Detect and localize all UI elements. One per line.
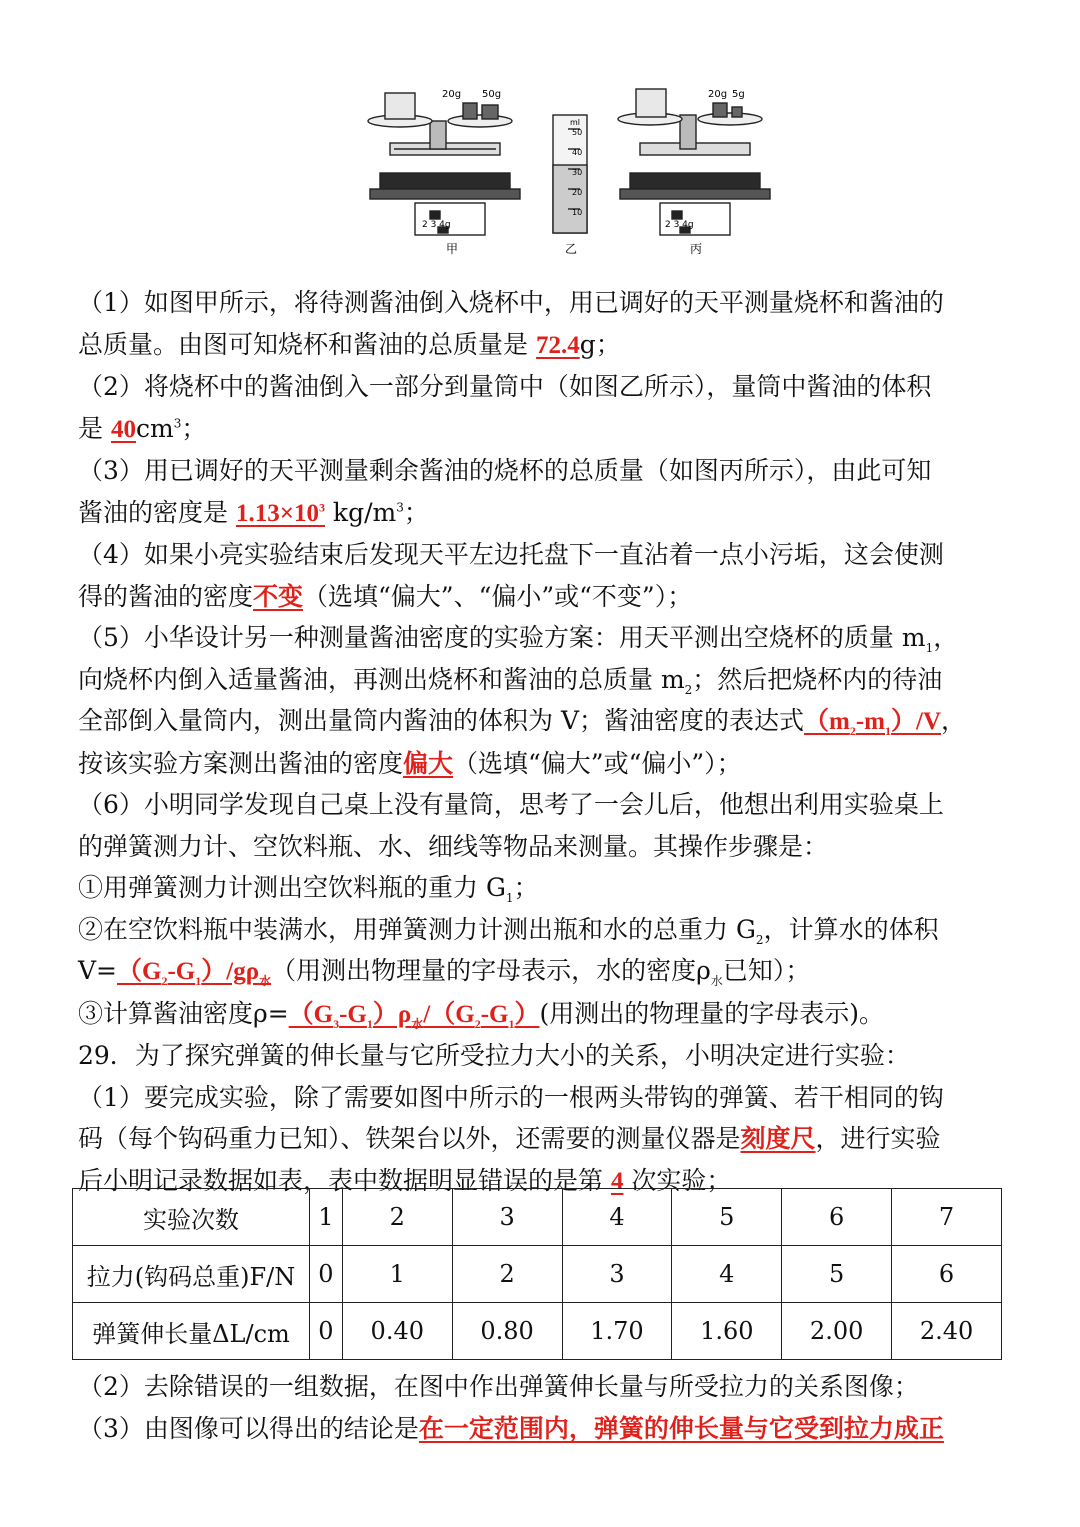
q4-answer: 不变	[253, 581, 304, 611]
table-cell: 0	[310, 1246, 343, 1303]
q4-line1: （4）如果小亮实验结束后发现天平左边托盘下一直沾着一点小污垢，这会使测	[78, 540, 944, 569]
q6-step2-text: ②在空饮料瓶中装满水，用弹簧测力计测出瓶和水的总重力 G	[78, 914, 756, 944]
q6-step1-text: ①用弹簧测力计测出空饮料瓶的重力 G	[78, 873, 506, 902]
q5-line2-sub: 2	[684, 682, 693, 697]
q5-line1	[78, 617, 1008, 659]
table-cell: 0.40	[342, 1303, 452, 1360]
q6-step2	[78, 909, 1008, 951]
q6-step2b-text: V=	[78, 956, 118, 985]
q6-r-e: -G	[480, 1000, 509, 1028]
q4-line2	[78, 576, 1008, 618]
table-cell: 1.60	[672, 1303, 782, 1360]
q6-r-s1: 3	[333, 1016, 340, 1031]
q29-p3	[78, 1408, 1008, 1450]
question-body-continued	[78, 1366, 1008, 1449]
q5-line3-post: ，	[941, 706, 967, 735]
caption-jia: 甲	[446, 242, 459, 256]
q1-answer: 72.4	[535, 331, 580, 359]
q5-answer2: 偏大	[403, 748, 454, 778]
q6-step1-sub: 1	[505, 891, 514, 905]
table-cell: 1.70	[562, 1303, 672, 1360]
q6-volume-answer	[117, 958, 272, 988]
q6-r-s4: 2	[474, 1016, 481, 1031]
cylinder-tick-10: 10	[572, 208, 583, 217]
q6-r-s2: 1	[366, 1016, 373, 1031]
q4-post: （选填“偏大”、“偏小”或“不变”）；	[303, 581, 693, 611]
q2-post: ；	[181, 413, 207, 443]
q29-p3-answer: 在一定范围内，弹簧的伸长量与它受到拉力成正	[418, 1413, 944, 1443]
table-cell: 6	[892, 1246, 1002, 1303]
caption-bing: 丙	[690, 242, 703, 256]
weight-label-50g: 50g	[482, 89, 502, 100]
q6-step2b-post: （用测出物理量的字母表示，水的密度ρ	[271, 956, 711, 985]
q3-unit: kg/m	[332, 497, 397, 527]
q29-p1-text: 码（每个钩码重力已知）、铁架台以外，还需要的测量仪器是	[78, 1124, 741, 1153]
q29-p1-post: ，进行实验	[815, 1124, 941, 1153]
q29-p1-line3-text: 后小明记录数据如表，表中数据明显错误的是第	[78, 1165, 604, 1195]
q5-line1-post: ，	[933, 623, 959, 652]
q6-r-f: ）	[514, 1000, 540, 1028]
weight-label-5g: 5g	[732, 89, 745, 100]
table-row	[73, 1246, 1002, 1303]
q5-line4	[78, 743, 1008, 785]
q3-answer	[236, 500, 325, 527]
q6-v-s1: 2	[161, 974, 168, 988]
caption-yi: 乙	[565, 242, 578, 256]
balance-right	[618, 89, 770, 235]
q6-step3-text: ③计算酱油密度ρ=	[78, 998, 289, 1028]
q5-line3-text: 全部倒入量筒内，测出量筒内酱油的体积为 V；酱油密度的表达式	[78, 706, 805, 735]
q6-r-s5: 1	[508, 1016, 515, 1031]
weight-label-20g-left: 20g	[442, 89, 462, 100]
q29-p1-line2	[78, 1118, 1008, 1160]
scale-marks-right: 2 3 4g	[665, 220, 694, 230]
table-row	[73, 1189, 1002, 1246]
experiment-figure	[360, 85, 780, 260]
q6-line2: 的弹簧测力计、空饮料瓶、水、细线等物品来测量。其操作步骤是：	[78, 831, 829, 861]
q6-r-s3: 水	[411, 1016, 424, 1031]
balance-left	[368, 93, 520, 235]
q6-v-s3: 水	[259, 974, 272, 988]
weight-label-20g-right: 20g	[708, 89, 728, 100]
q6-density-answer	[288, 1000, 540, 1031]
table-cell: 4	[562, 1189, 672, 1246]
q5-line4-text: 按该实验方案测出酱油的密度	[78, 748, 404, 778]
table-cell: 2	[342, 1189, 452, 1246]
q5-answer-expression	[804, 708, 942, 738]
q6-v-c: ）/gρ	[201, 958, 260, 985]
q6-r-d: /（G	[423, 1000, 475, 1028]
q3-line1: （3）用已调好的天平测量剩余酱油的烧杯的总质量（如图丙所示），由此可知	[78, 456, 932, 485]
table-cell: 2.40	[892, 1303, 1002, 1360]
q5-line1-sub: 1	[925, 641, 934, 655]
q4-text: 得的酱油的密度	[78, 581, 254, 611]
table-cell: 0	[310, 1303, 343, 1360]
q5-ans-a: （m	[804, 708, 850, 735]
q2-line2	[78, 408, 1008, 451]
table-header-force: 拉力(钩码总重)F/N	[73, 1246, 310, 1303]
q5-ans-sub2: 1	[885, 724, 891, 738]
q6-step1	[78, 867, 1008, 909]
table-row	[73, 1303, 1002, 1360]
q6-v-s2: 1	[195, 974, 202, 988]
q1-unit: g；	[579, 329, 621, 359]
q1-text: 总质量。由图可知烧杯和酱油的总质量是	[78, 329, 529, 359]
cylinder-tick-30: 30	[572, 168, 583, 177]
table-header-trials: 实验次数	[73, 1189, 310, 1246]
q6-step2b-sub: 水	[710, 974, 723, 988]
q6-r-a: （G	[288, 1000, 334, 1028]
q6-step2-post: ，计算水的体积	[763, 914, 939, 944]
q29-p1-answer: 刻度尺	[740, 1124, 816, 1153]
experiment-data-table	[72, 1188, 1002, 1360]
q6-r-c: ）ρ	[372, 1000, 412, 1028]
q6-step2b	[78, 950, 1008, 993]
table-cell: 5	[782, 1246, 892, 1303]
q5-line2-post: ；然后把烧杯内的待油	[692, 664, 943, 694]
table-cell: 7	[892, 1189, 1002, 1246]
scale-marks-left: 2 3 4g	[422, 220, 451, 230]
q6-line1: （6）小明同学发现自己桌上没有量筒，思考了一会儿后，他想出利用实验桌上	[78, 790, 944, 819]
cylinder-unit: ml	[570, 118, 581, 127]
question-body	[78, 282, 1008, 1202]
table-cell: 3	[562, 1246, 672, 1303]
q3-answer-sup: 3	[318, 500, 325, 515]
q3-text: 酱油的密度是	[78, 497, 229, 527]
q5-line2	[78, 659, 1008, 701]
cylinder-tick-40: 40	[572, 148, 583, 157]
table-cell: 1	[310, 1189, 343, 1246]
q6-step2-sub: 2	[755, 932, 764, 947]
table-cell: 0.80	[452, 1303, 562, 1360]
table-cell: 4	[672, 1246, 782, 1303]
q6-r-b: -G	[339, 1000, 367, 1028]
q29-p3-text: （3）由图像可以得出的结论是	[78, 1413, 419, 1443]
table-cell: 5	[672, 1189, 782, 1246]
q29-p1-line1: （1）要完成实验，除了需要如图中所示的一根两头带钩的弹簧、若干相同的钩	[78, 1082, 944, 1112]
cylinder-tick-20: 20	[572, 188, 583, 197]
q3-line2	[78, 492, 1008, 535]
q2-line1: （2）将烧杯中的酱油倒入一部分到量筒中（如图乙所示），量筒中酱油的体积	[78, 372, 932, 401]
q3-unit-sup: 3	[396, 500, 404, 515]
q6-step2b-end: 已知）；	[722, 956, 811, 985]
q29-title: 29．为了探究弹簧的伸长量与它所受拉力大小的关系，小明决定进行实验：	[78, 1041, 910, 1070]
q5-ans-sub1: 2	[849, 724, 856, 738]
q29-p1-answer2: 4	[610, 1167, 624, 1195]
q5-line2-text: 向烧杯内倒入适量酱油，再测出烧杯和酱油的总质量 m	[78, 664, 685, 694]
q2-text: 是	[78, 413, 104, 443]
table-cell: 3	[452, 1189, 562, 1246]
q5-line4-post: （选填“偏大”或“偏小”）；	[453, 748, 742, 778]
q2-unit-sup: 3	[173, 416, 182, 431]
q6-v-b: -G	[167, 958, 196, 985]
q6-v-a: （G	[117, 958, 162, 985]
table-cell: 2.00	[782, 1303, 892, 1360]
q6-step3	[78, 993, 1008, 1036]
q6-step3-post: (用测出的物理量的字母表示)。	[539, 998, 885, 1028]
q6-step1-post: ；	[513, 873, 539, 902]
q5-line3	[78, 700, 1008, 743]
table-cell: 6	[782, 1189, 892, 1246]
q5-line1-text: （5）小华设计另一种测量酱油密度的实验方案：用天平测出空烧杯的质量 m	[78, 623, 926, 652]
q5-ans-b: -m	[855, 708, 885, 735]
balance-and-cylinder-illustration	[360, 85, 780, 260]
table-cell: 1	[342, 1246, 452, 1303]
q1-line1: （1）如图甲所示，将待测酱油倒入烧杯中，用已调好的天平测量烧杯和酱油的	[78, 288, 944, 317]
cylinder-tick-50: 50	[572, 128, 583, 137]
table-cell: 2	[452, 1246, 562, 1303]
q29-p1-line3-post: 次实验；	[631, 1165, 732, 1195]
q3-answer-base: 1.13×10	[235, 499, 319, 527]
q3-post: ；	[403, 497, 429, 527]
q5-ans-c: ）/V	[891, 708, 942, 735]
q2-answer: 40	[110, 415, 136, 443]
q29-p2: （2）去除错误的一组数据，在图中作出弹簧伸长量与所受拉力的关系图像；	[78, 1372, 919, 1401]
q2-unit: cm	[135, 413, 174, 443]
q1-line2	[78, 324, 1008, 367]
table-header-extension: 弹簧伸长量ΔL/cm	[73, 1303, 310, 1360]
